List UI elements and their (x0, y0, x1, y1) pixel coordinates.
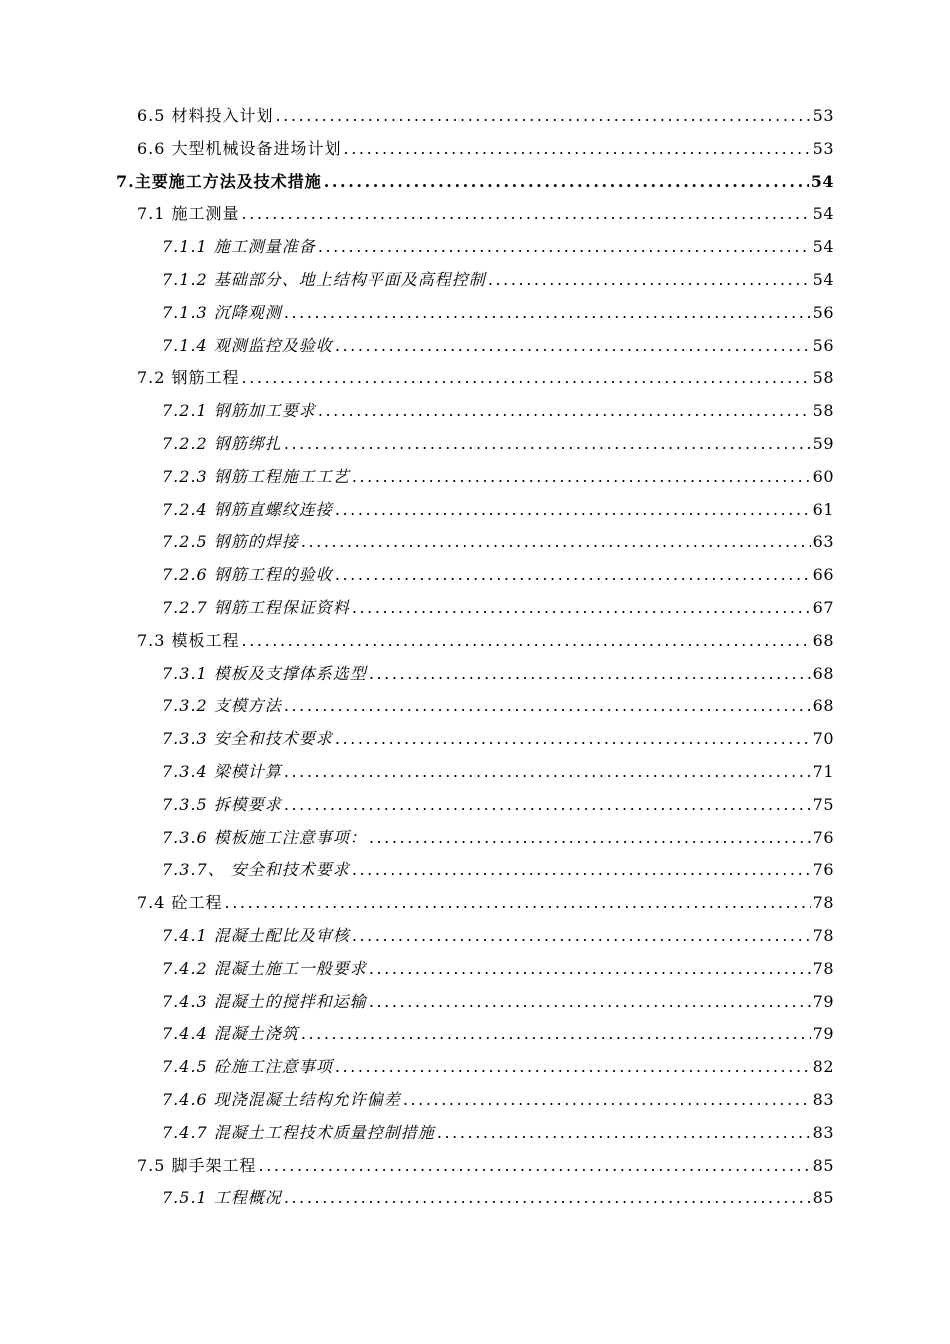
toc-dot-leader (335, 561, 811, 589)
toc-entry-title: 7.4 砼工程 (137, 893, 223, 913)
toc-entry-title: 7.4.1 混凝土配比及审核 (162, 925, 350, 945)
toc-entry[interactable] (116, 496, 834, 529)
toc-dot-leader (369, 988, 811, 1016)
toc-entry[interactable] (116, 627, 834, 660)
toc-entry-title: 6.6 大型机械设备进场计划 (137, 138, 342, 158)
toc-entry[interactable] (116, 528, 834, 561)
toc-dot-leader (369, 824, 811, 852)
toc-dot-leader (335, 496, 811, 524)
toc-page-number: 61 (812, 499, 834, 519)
toc-entry[interactable] (116, 233, 834, 266)
toc-entry[interactable] (116, 266, 834, 299)
toc-entry-title: 7.1.3 沉降观测 (162, 302, 282, 322)
toc-entry[interactable] (116, 955, 834, 988)
toc-entry-title: 7.2.5 钢筋的焊接 (162, 532, 299, 552)
toc-dot-leader (335, 1053, 811, 1081)
toc-dot-leader (335, 332, 811, 360)
toc-page-number: 68 (812, 630, 834, 650)
toc-dot-leader (403, 1086, 811, 1114)
toc-page-number: 78 (812, 958, 834, 978)
toc-dot-leader (225, 889, 811, 917)
toc-page-number: 66 (812, 565, 834, 585)
toc-dot-leader (318, 397, 811, 425)
toc-entry[interactable] (116, 660, 834, 693)
toc-entry-title: 7.5 脚手架工程 (137, 1155, 257, 1175)
toc-entry-title: 7.1.4 观测监控及验收 (162, 335, 333, 355)
toc-entry-title: 7.4.5 砼施工注意事项 (162, 1057, 333, 1077)
toc-dot-leader (352, 922, 811, 950)
toc-entry-title: 7.4.6 现浇混凝土结构允许偏差 (162, 1089, 401, 1109)
toc-entry[interactable] (116, 824, 834, 857)
toc-entry[interactable] (116, 725, 834, 758)
toc-page-number: 59 (812, 433, 834, 453)
toc-dot-leader (369, 660, 811, 688)
toc-dot-leader (242, 627, 811, 655)
toc-dot-leader (344, 135, 811, 163)
toc-entry[interactable] (116, 332, 834, 365)
toc-page-number: 63 (812, 532, 834, 552)
toc-page-number: 60 (812, 466, 834, 486)
toc-dot-leader (301, 1020, 811, 1048)
toc-entry-title: 7.5.1 工程概况 (162, 1188, 282, 1208)
toc-entry[interactable] (116, 430, 834, 463)
toc-entry[interactable] (116, 1152, 834, 1185)
toc-page-number: 78 (812, 925, 834, 945)
toc-page-number: 79 (812, 1024, 834, 1044)
toc-page-number: 56 (812, 302, 834, 322)
toc-entry-title: 7.4.7 混凝土工程技术质量控制措施 (162, 1122, 435, 1142)
toc-entry[interactable] (116, 364, 834, 397)
toc-page-number: 70 (812, 729, 834, 749)
toc-page-number: 71 (812, 761, 834, 781)
toc-page-number: 67 (812, 597, 834, 617)
toc-dot-leader (488, 266, 811, 294)
toc-entry[interactable] (116, 397, 834, 430)
toc-entry[interactable] (116, 1086, 834, 1119)
toc-dot-leader (259, 1152, 811, 1180)
toc-entry[interactable] (116, 200, 834, 233)
toc-page-number: 54 (812, 204, 834, 224)
toc-page-number: 56 (812, 335, 834, 355)
toc-page-number: 78 (812, 893, 834, 913)
toc-dot-leader (301, 528, 811, 556)
toc-dot-leader (352, 463, 811, 491)
toc-entry[interactable] (116, 1020, 834, 1053)
toc-entry[interactable] (116, 889, 834, 922)
toc-entry-title: 7.2.3 钢筋工程施工工艺 (162, 466, 350, 486)
toc-entry[interactable] (116, 692, 834, 725)
toc-entry-title: 7.2 钢筋工程 (137, 368, 240, 388)
toc-entry-title: 7.4.2 混凝土施工一般要求 (162, 958, 367, 978)
toc-dot-leader (242, 200, 811, 228)
toc-page-number: 79 (812, 991, 834, 1011)
toc-entry-title: 7.主要施工方法及技术措施 (116, 171, 322, 191)
toc-entry[interactable] (116, 135, 834, 168)
toc-dot-leader (369, 955, 811, 983)
toc-page-number: 82 (812, 1057, 834, 1077)
toc-page-number: 68 (812, 696, 834, 716)
toc-page-number: 76 (812, 860, 834, 880)
toc-page-number: 53 (812, 138, 834, 158)
toc-dot-leader (324, 168, 809, 196)
toc-entry-title: 7.2.4 钢筋直螺纹连接 (162, 499, 333, 519)
toc-entry-title: 7.1.1 施工测量准备 (162, 237, 316, 257)
toc-entry[interactable] (116, 988, 834, 1021)
toc-page-number: 54 (810, 171, 834, 191)
toc-entry-title: 7.4.4 混凝土浇筑 (162, 1024, 299, 1044)
toc-entry[interactable] (116, 594, 834, 627)
toc-page-number: 75 (812, 794, 834, 814)
toc-dot-leader (318, 233, 811, 261)
toc-dot-leader (284, 430, 811, 458)
toc-entry[interactable] (116, 1119, 834, 1152)
toc-dot-leader (276, 102, 811, 130)
toc-page-number: 53 (812, 106, 834, 125)
toc-page-number: 76 (812, 827, 834, 847)
toc-page-number: 54 (812, 269, 834, 289)
toc-entry[interactable] (116, 561, 834, 594)
toc-page-number: 58 (812, 401, 834, 421)
toc-entry[interactable] (116, 168, 834, 201)
toc-entry-title: 7.1 施工测量 (137, 204, 240, 224)
toc-entry-title: 7.3.5 拆模要求 (162, 794, 282, 814)
toc-page-number: 83 (812, 1089, 834, 1109)
toc-entry-title: 7.2.7 钢筋工程保证资料 (162, 597, 350, 617)
toc-dot-leader (352, 856, 811, 884)
toc-page-number: 85 (812, 1188, 834, 1208)
toc-page-number: 58 (812, 368, 834, 388)
toc-entry-title: 7.2.1 钢筋加工要求 (162, 401, 316, 421)
toc-entry[interactable] (116, 856, 834, 889)
toc-dot-leader (352, 594, 811, 622)
toc-entry-title: 7.3.2 支模方法 (162, 696, 282, 716)
toc-page-number: 54 (812, 237, 834, 257)
toc-entry[interactable] (116, 102, 834, 135)
toc-dot-leader (335, 725, 811, 753)
toc-entry-title: 7.3 模板工程 (137, 630, 240, 650)
toc-dot-leader (284, 791, 811, 819)
toc-page-number: 68 (812, 663, 834, 683)
toc-entry-title: 7.4.3 混凝土的搅拌和运输 (162, 991, 367, 1011)
toc-dot-leader (284, 299, 811, 327)
toc-page-number: 85 (812, 1155, 834, 1175)
toc-entry-title: 7.1.2 基础部分、地上结构平面及高程控制 (162, 269, 486, 289)
toc-dot-leader (284, 692, 811, 720)
toc-entry[interactable] (116, 922, 834, 955)
toc-entry-title: 7.3.4 梁模计算 (162, 761, 282, 781)
toc-entry-title: 7.3.1 模板及支撑体系选型 (162, 663, 367, 683)
toc-entry[interactable] (116, 758, 834, 791)
toc-entry[interactable] (116, 1053, 834, 1086)
toc-entry-title: 7.3.7、 安全和技术要求 (162, 860, 350, 880)
toc-dot-leader (242, 364, 811, 392)
toc-dot-leader (437, 1119, 811, 1147)
toc-entry-title: 7.3.3 安全和技术要求 (162, 729, 333, 749)
toc-entry-title: 7.2.6 钢筋工程的验收 (162, 565, 333, 585)
toc-entry[interactable] (116, 1184, 834, 1217)
toc-entry[interactable] (116, 463, 834, 496)
toc-page-number: 83 (812, 1122, 834, 1142)
toc-entry-title: 6.5 材料投入计划 (137, 106, 274, 125)
toc-entry[interactable] (116, 299, 834, 332)
toc-dot-leader (284, 1184, 811, 1212)
toc-entry[interactable] (116, 791, 834, 824)
toc-entry-title: 7.3.6 模板施工注意事项： (162, 827, 367, 847)
toc-dot-leader (284, 758, 811, 786)
table-of-contents (116, 102, 834, 1217)
toc-entry-title: 7.2.2 钢筋绑扎 (162, 433, 282, 453)
